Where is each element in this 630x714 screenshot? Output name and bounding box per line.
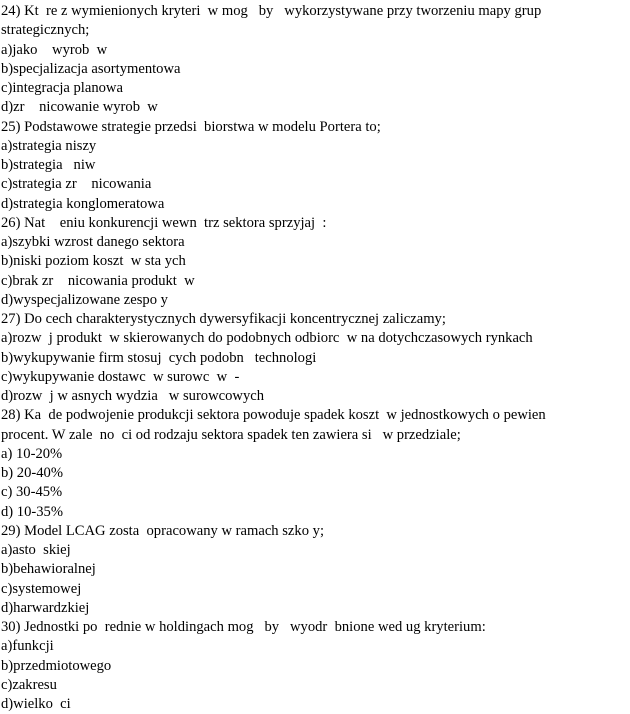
question-24-option-d: d)zr nicowanie wyrob w — [1, 99, 158, 116]
question-24-option-b: b)specjalizacja asortymentowa — [1, 60, 181, 77]
question-27-option-a: a)rozw j produkt w skierowanych do podobnych odbiorc w na dotychczasowych rynkach — [1, 330, 533, 347]
question-30-option-b: b)przedmiotowego — [1, 657, 112, 674]
question-30-text: 30) Jednostki po rednie w holdingach mog by wyodr bnione wed ug kryterium: — [1, 619, 486, 635]
question-28-option-c: c) 30-45% — [1, 484, 63, 501]
question-24-option-a: a)jako wyrob w — [1, 41, 108, 58]
question-28-text: 28) Ka de podwojenie produkcji sektora powoduje spadek koszt w jednostkowych o pewien — [1, 407, 546, 424]
question-25-option-c: c)strategia zr nicowania — [1, 176, 152, 193]
question-29-option-d: d)harwardzkiej — [1, 599, 90, 616]
question-29-text: 29) Model LCAG zosta opracowany w ramach szko y; — [1, 522, 325, 539]
question-27-option-b: b)wykupywanie firm stosuj cych podobn technologi — [1, 349, 317, 366]
question-26-text: 26) Nat eniu konkurencji wewn trz sektora sprzyjaj : — [1, 214, 327, 231]
question-28-text-continued: procent. W zale no ci od rodzaju sektora spadek ten zawiera si w przedziale; — [1, 426, 461, 443]
question-26-option-d: d)wyspecjalizowane zespo y — [1, 291, 168, 308]
question-28-option-d: d) 10-35% — [1, 503, 64, 520]
question-26-option-b: b)niski poziom koszt w sta ych — [1, 253, 186, 270]
question-29-option-c: c)systemowej — [1, 580, 82, 597]
question-28-option-a: a) 10-20% — [1, 445, 63, 462]
question-24-text: 24) Kt re z wymienionych kryteri w mog by wykorzystywane przy tworzeniu mapy grup — [1, 3, 542, 19]
question-30-option-d: d)wielko ci — [1, 696, 71, 712]
question-26-option-a: a)szybki wzrost danego sektora — [1, 234, 185, 250]
question-25-option-d: d)strategia konglomeratowa — [1, 195, 165, 212]
question-27-option-c: c)wykupywanie dostawc w surowc w - — [1, 368, 240, 385]
question-29-option-a: a)asto skiej — [1, 542, 71, 558]
question-25-option-a: a)strategia niszy — [1, 137, 97, 154]
question-27-option-d: d)rozw j w asnych wydzia w surowcowych — [1, 388, 265, 404]
question-24-option-c: c)integracja planowa — [1, 80, 123, 96]
question-26-option-c: c)brak zr nicowania produkt w — [1, 272, 195, 289]
question-24-text-continued: strategicznych; — [1, 22, 90, 39]
question-30-option-c: c)zakresu — [1, 676, 57, 693]
question-27-text: 27) Do cech charakterystycznych dywersyfikacji koncentrycznej zaliczamy; — [1, 311, 446, 327]
question-29-option-b: b)behawioralnej — [1, 561, 96, 578]
question-25-option-b: b)strategia niw — [1, 157, 96, 173]
document-page — [1, 2, 629, 714]
question-30-option-a: a)funkcji — [1, 638, 54, 655]
question-25-text: 25) Podstawowe strategie przedsi biorstwa w modelu Portera to; — [1, 118, 381, 135]
question-28-option-b: b) 20-40% — [1, 465, 64, 481]
